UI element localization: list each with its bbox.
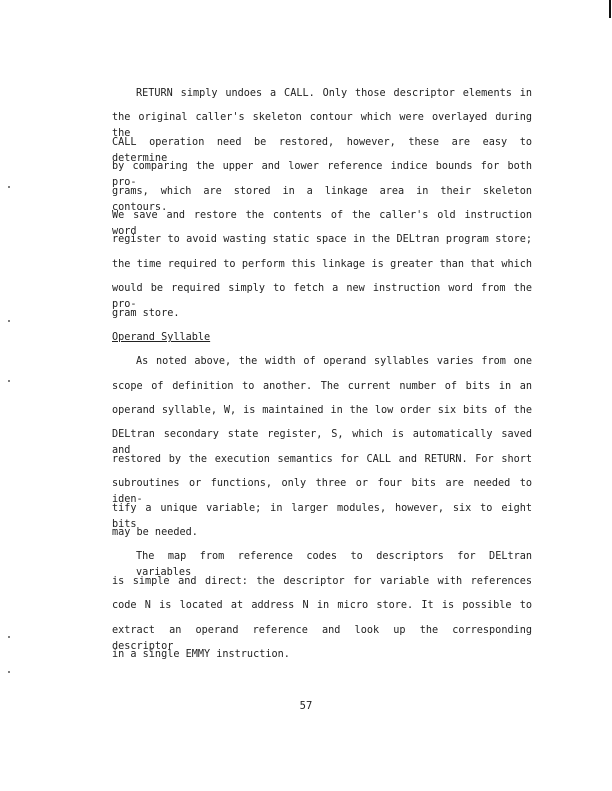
scan-speck (8, 671, 10, 673)
page-number: 57 (299, 700, 313, 712)
text-line (112, 184, 532, 213)
scan-speck (8, 380, 10, 382)
text-line (112, 159, 532, 189)
text-line (112, 86, 532, 110)
document-body (112, 86, 532, 671)
line-text: gram store. (112, 307, 180, 319)
line-text: grams, which are stored in a linkage area in their skeleton contours. (112, 185, 532, 213)
scan-edge-mark (609, 0, 611, 18)
text-line (112, 452, 532, 476)
text-line (112, 257, 532, 281)
text-line (112, 379, 532, 403)
line-text: is simple and direct: the descriptor for variable with references (112, 575, 532, 587)
text-line (112, 232, 532, 256)
line-text: by comparing the upper and lower reference indice bounds for both pro- (112, 161, 532, 189)
line-text: code N is located at address N in micro store. It is possible to (112, 600, 532, 612)
line-text: extract an operand reference and look up the corresponding descriptor (112, 624, 532, 652)
text-line (112, 110, 532, 140)
text-line (112, 306, 532, 330)
text-line (112, 623, 532, 652)
text-line (112, 647, 532, 671)
line-text: in a single EMMY instruction. (112, 648, 290, 660)
line-text: would be required simply to fetch a new instruction word from the pro- (112, 283, 532, 311)
line-text: the original caller's skeleton contour which were overlayed during the (112, 112, 532, 140)
line-text: CALL operation need be restored, however, these are easy to determine (112, 136, 532, 164)
text-line (112, 574, 532, 598)
text-line (112, 525, 532, 549)
text-line (112, 281, 532, 311)
text-line (112, 427, 532, 457)
line-text: register to avoid wasting static space in the DELtran program store; (112, 234, 532, 246)
line-text: the time required to perform this linkage is greater than that which (112, 258, 532, 270)
scan-speck (8, 186, 10, 188)
line-text: tify a unique variable; in larger modules, however, six to eight bits (112, 502, 532, 530)
line-text: restored by the execution semantics for CALL and RETURN. For short (112, 453, 532, 465)
scan-speck (8, 636, 10, 638)
text-line (112, 476, 532, 506)
line-text: operand syllable, W, is maintained in the low order six bits of the (112, 405, 532, 417)
text-line (112, 501, 532, 530)
line-text: RETURN simply undoes a CALL. Only those descriptor elements in (136, 88, 532, 99)
line-text: subroutines or functions, only three or four bits are needed to iden- (112, 478, 532, 506)
text-line (112, 403, 532, 427)
text-line (112, 549, 532, 579)
section-heading (112, 330, 532, 354)
line-text: We save and restore the contents of the caller's old instruction word (112, 209, 532, 237)
line-text: scope of definition to another. The current number of bits in an (112, 380, 532, 392)
line-text: The map from reference codes to descriptors for DELtran variables (136, 551, 532, 579)
heading-text: Operand Syllable (112, 331, 211, 343)
text-line (112, 208, 532, 237)
line-text: may be needed. (112, 527, 198, 539)
line-text: DELtran secondary state register, S, which is automatically saved and (112, 429, 532, 457)
scan-speck (8, 320, 10, 322)
text-line (112, 135, 532, 164)
text-line (112, 354, 532, 378)
line-text: As noted above, the width of operand syllables varies from one (136, 356, 532, 368)
text-line (112, 598, 532, 622)
